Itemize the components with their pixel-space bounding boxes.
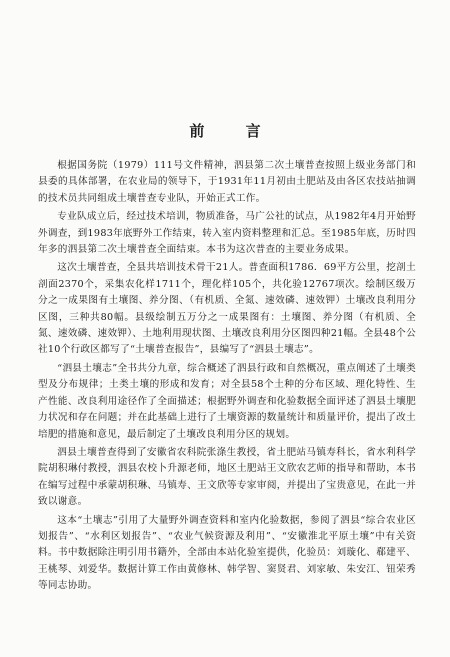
paragraph-4: “泗县土壤志”全书共分九章，综合概述了泗县行政和自然概况，重点阐述了土壤类型及分布规律；土类土壤的形成和发育；对全县58个土种的分布区域、理化特性、生产性能、改良利用途径作了全面描述；根据野外调查和化验数据全面评述了泗县土壤肥力状况和存在问题；并在此基础上进行了土壤资源的数量统计和质量评价，提出了改土培肥的措施和意见，最后制定了土壤改良利用分区的规划。 [38, 362, 416, 440]
paragraph-5: 泗县土壤普查得到了安徽省农科院张涤生教授，省土肥站马镇寿科长，省水利科学院胡积琳付教授，泗县农校卜升源老师，地区土肥站王文欣农艺师的指导和帮助，本书在编写过程中承蒙胡积琳、马镇寿、王文欣等专家审阅，并提出了宝贵意见，在此一并致以谢意。 [38, 446, 416, 508]
paragraph-3: 这次土壤普查，全县共培训技术骨干21人。普查面积1786．69平方公里，挖剖土剖面2370个，采集农化样1711个，理化样105个，共化验12767项次。绘制区级万分之一成果图有土壤图、养分图、（有机质、全氮、速效磷、速效钾）土壤改良利用分区图，三种共80幅。县级绘制五万分之一成果图有：土壤图、养分图（有机质、全氮、速效磷、速效钾）、土地利用现状图、土壤改良利用分区图四种21幅。全县48个公社10个行政区都写了“土壤普查报告”，县编写了“泗县土壤志”。 [38, 262, 416, 356]
paragraph-1: 根据国务院（1979）111号文件精神，泗县第二次土壤普查按照上级业务部门和县委的具体部署，在农业局的领导下，于1931年11月初由土肥站及由各区农技站抽调的技术员共同组成土壤普查专业队，开始正式工作。 [38, 160, 416, 204]
document-body [38, 158, 416, 597]
paragraph-6: 这本“土壤志”引用了大量野外调查资料和室内化验数据，参阅了泗县“综合农业区划报告”、“水利区划报告”、“农业气候资源及利用”、“安徽淮北平原土壤”中有关资料。书中数据除注明引用书籍外，全部由本站化验室提供，化验员：刘璇化、郗建平、王桃琴、刘爱华。数据计算工作由黄修林、韩学智、窦贤君、刘家敏、朱安江、钮荣秀等同志协助。 [38, 514, 416, 592]
page-title: 前 言 [189, 122, 279, 140]
paragraph-2: 专业队成立后，经过技术培训，物质准备，马广公社的试点，从1982年4月开始野外调查，到1983年底野外工作结束，转入室内资料整理和汇总。至1985年底，历时四年多的泗县第二次土壤普查全面结束。本书为这次普查的主要业务成果。 [38, 211, 416, 256]
